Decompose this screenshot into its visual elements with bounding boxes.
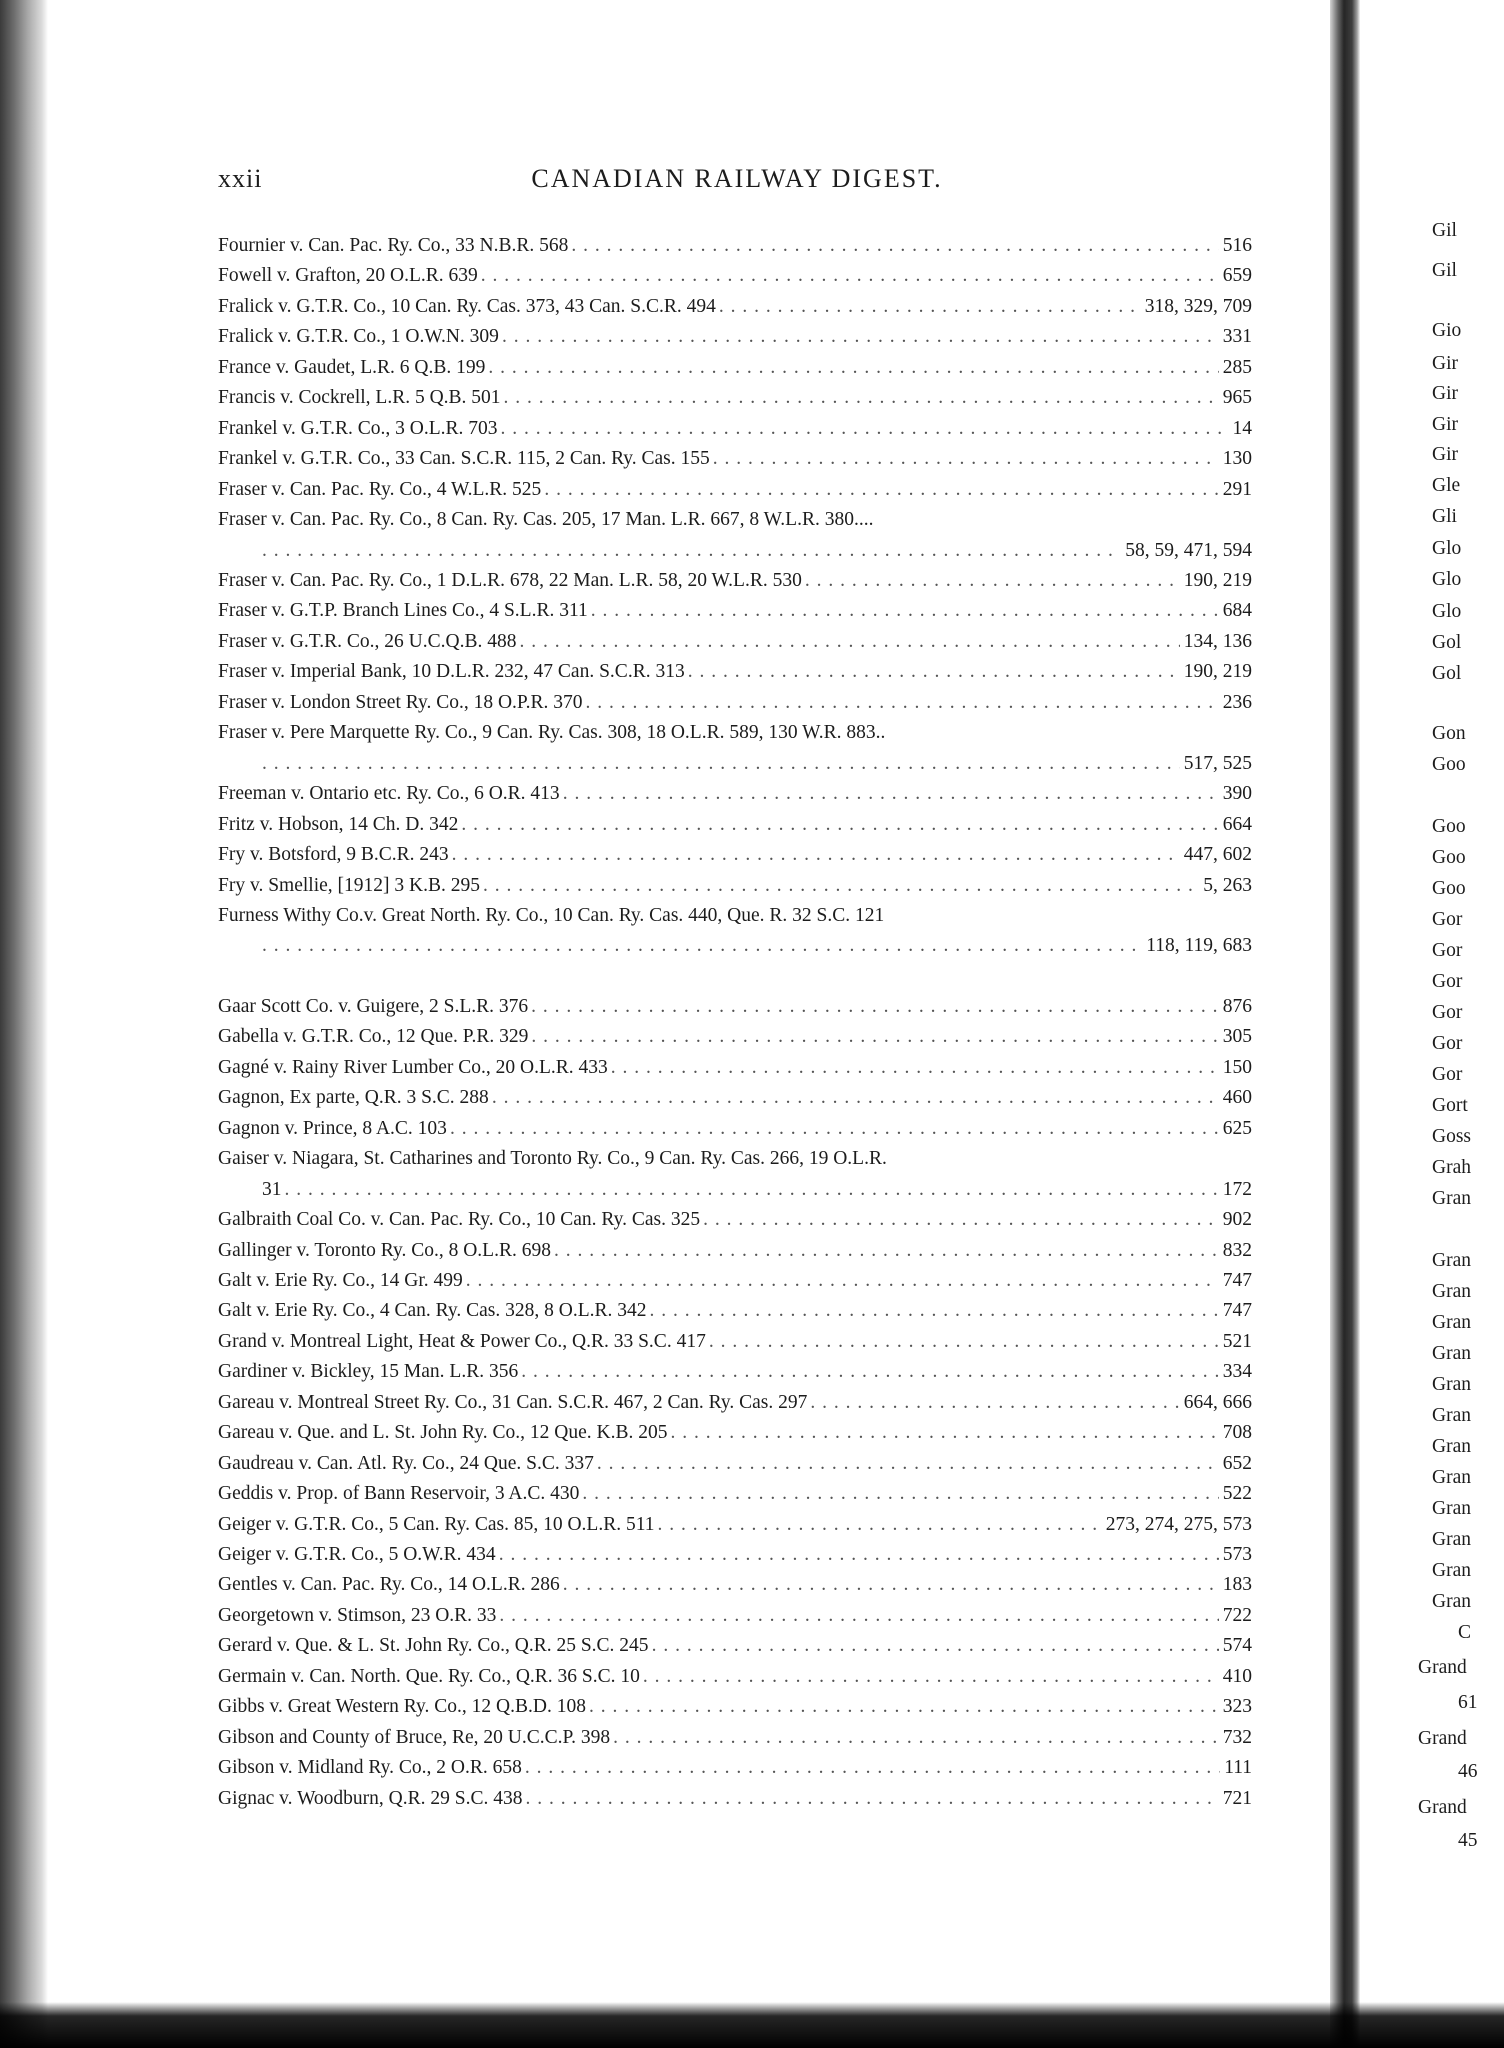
scan-bottom-edge	[0, 2002, 1504, 2048]
facing-page-text: Gir	[1432, 414, 1458, 435]
case-citation: Galt v. Erie Ry. Co., 14 Gr. 499	[218, 1269, 463, 1291]
index-entry	[218, 779, 1252, 809]
dot-leader	[502, 322, 1219, 352]
citation-continuation: 31	[262, 1178, 282, 1200]
facing-page-text: Grand	[1418, 1657, 1467, 1678]
case-citation: Gaiser v. Niagara, St. Catharines and Toronto Ry. Co., 9 Can. Ry. Cas. 266, 19 O.L.R.	[218, 1148, 887, 1170]
facing-page-text: Gran	[1432, 1374, 1471, 1395]
running-title: CANADIAN RAILWAY DIGEST.	[531, 164, 943, 193]
case-citation: Gagné v. Rainy River Lumber Co., 20 O.L.R. 433	[218, 1056, 608, 1078]
facing-page-text: Gran	[1432, 1405, 1471, 1426]
dot-leader	[643, 1662, 1219, 1692]
case-citation: Gareau v. Que. and L. St. John Ry. Co., 12 Que. K.B. 205	[218, 1422, 668, 1444]
case-citation: Furness Withy Co.v. Great North. Ry. Co., 10 Can. Ry. Cas. 440, Que. R. 32 S.C. 121	[218, 904, 885, 926]
case-citation: Fraser v. Pere Marquette Ry. Co., 9 Can. Ry. Cas. 308, 18 O.L.R. 589, 130 W.R. 883..	[218, 722, 886, 744]
facing-page-text: Goo	[1432, 816, 1466, 837]
page-references: 134, 136	[1183, 630, 1252, 652]
facing-page-text: 45	[1458, 1830, 1478, 1851]
case-index-list	[218, 231, 1252, 1814]
index-entry	[218, 1083, 1252, 1113]
facing-page-text: Gol	[1432, 663, 1462, 684]
index-entry	[218, 1479, 1252, 1509]
book-spine-shadow	[0, 0, 48, 2048]
index-entry	[218, 1753, 1252, 1783]
page-references: 150	[1222, 1056, 1252, 1078]
facing-page-text: 61	[1458, 1692, 1478, 1713]
facing-page-text: Gran	[1432, 1591, 1471, 1612]
facing-page-text: Gran	[1432, 1560, 1471, 1581]
facing-page-text: Gor	[1432, 1033, 1463, 1054]
dot-leader	[563, 1570, 1219, 1600]
index-entry	[218, 414, 1252, 444]
dot-leader	[585, 688, 1218, 718]
facing-page-text: Gli	[1432, 506, 1457, 527]
dot-leader	[285, 1175, 1219, 1205]
case-citation: Gallinger v. Toronto Ry. Co., 8 O.L.R. 698	[218, 1239, 551, 1261]
page-references: 664, 666	[1183, 1391, 1252, 1413]
facing-page-text: Gor	[1432, 971, 1463, 992]
index-entry	[218, 688, 1252, 718]
facing-page-text: Glo	[1432, 569, 1462, 590]
index-entry	[218, 1723, 1252, 1753]
case-citation: Fournier v. Can. Pac. Ry. Co., 33 N.B.R. 568	[218, 235, 569, 256]
case-citation: Gibson and County of Bruce, Re, 20 U.C.C.P. 398	[218, 1726, 611, 1748]
case-citation: Fralick v. G.T.R. Co., 1 O.W.N. 309	[218, 326, 499, 348]
index-entry	[218, 1449, 1252, 1479]
facing-page-text: Goo	[1432, 878, 1466, 899]
index-entry	[218, 475, 1252, 505]
page-references: 516	[1222, 235, 1252, 256]
case-citation: Fry v. Botsford, 9 B.C.R. 243	[218, 844, 449, 866]
facing-page-text: Glo	[1432, 601, 1462, 622]
facing-page-text: Gran	[1432, 1250, 1471, 1271]
index-entry	[218, 383, 1252, 413]
facing-page-text: Gran	[1432, 1529, 1471, 1550]
facing-page-text: Gor	[1432, 1002, 1463, 1023]
facing-page-text: Grah	[1432, 1157, 1471, 1178]
case-citation: Fraser v. London Street Ry. Co., 18 O.P.R. 370	[218, 691, 583, 713]
page-references: 708	[1222, 1422, 1252, 1444]
dot-leader	[531, 1022, 1218, 1052]
facing-page-text: Gir	[1432, 444, 1458, 465]
dot-leader	[531, 992, 1219, 1022]
page-references: 111	[1224, 1757, 1252, 1779]
facing-page-text: Gran	[1432, 1343, 1471, 1364]
page-references: 447, 602	[1183, 844, 1252, 866]
dot-leader	[805, 566, 1180, 596]
case-citation: Gignac v. Woodburn, Q.R. 29 S.C. 438	[218, 1787, 523, 1809]
page-references: 390	[1222, 783, 1252, 805]
case-citation: Grand v. Montreal Light, Heat & Power Co., Q.R. 33 S.C. 417	[218, 1330, 706, 1352]
facing-page-text: Gon	[1432, 723, 1466, 744]
case-citation: Gagnon, Ex parte, Q.R. 3 S.C. 288	[218, 1087, 489, 1109]
facing-page-text: Gle	[1432, 475, 1461, 496]
page-references: 460	[1222, 1087, 1252, 1109]
index-entry	[218, 1205, 1252, 1235]
dot-leader	[525, 1784, 1218, 1814]
page-references: 652	[1222, 1452, 1252, 1474]
case-citation: Gareau v. Montreal Street Ry. Co., 31 Can. S.C.R. 467, 2 Can. Ry. Cas. 297	[218, 1391, 808, 1413]
dot-leader	[499, 1540, 1219, 1570]
index-entry	[218, 871, 1252, 901]
facing-page-text: Gil	[1432, 260, 1457, 281]
case-citation: Fraser v. G.T.P. Branch Lines Co., 4 S.L.R. 311	[218, 600, 588, 622]
dot-leader	[499, 1601, 1218, 1631]
dot-leader	[262, 536, 1121, 566]
index-entry	[218, 322, 1252, 352]
index-entry	[218, 901, 1252, 962]
index-entry	[218, 1784, 1252, 1814]
dot-leader	[713, 444, 1219, 474]
dot-leader	[658, 1510, 1102, 1540]
dot-leader	[589, 1692, 1219, 1722]
facing-page-text: Gran	[1432, 1312, 1471, 1333]
facing-page-text: Gil	[1432, 220, 1457, 241]
index-entry	[218, 1114, 1252, 1144]
page-references: 58, 59, 471, 594	[1125, 539, 1252, 561]
facing-page-text: Gol	[1432, 632, 1462, 653]
dot-leader	[481, 261, 1219, 291]
case-citation: Galt v. Erie Ry. Co., 4 Can. Ry. Cas. 328, 8 O.L.R. 342	[218, 1300, 647, 1322]
facing-page-text: Gran	[1432, 1467, 1471, 1488]
case-citation: Gardiner v. Bickley, 15 Man. L.R. 356	[218, 1361, 519, 1383]
dot-leader	[521, 1357, 1219, 1387]
index-entry	[218, 1540, 1252, 1570]
dot-leader	[525, 1753, 1220, 1783]
index-entry	[218, 353, 1252, 383]
page-references: 902	[1222, 1209, 1252, 1231]
dot-leader	[466, 1266, 1219, 1296]
page-references: 722	[1222, 1604, 1252, 1626]
page-references: 331	[1222, 326, 1252, 348]
page-references: 721	[1222, 1787, 1252, 1809]
page-references: 747	[1222, 1300, 1252, 1322]
index-entry	[218, 657, 1252, 687]
page-references: 876	[1222, 995, 1252, 1017]
dot-leader	[670, 1418, 1218, 1448]
page-references: 14	[1232, 417, 1252, 439]
facing-page-text: Grand	[1418, 1797, 1467, 1818]
facing-page-text: Grand	[1418, 1728, 1467, 1749]
case-citation: Geiger v. G.T.R. Co., 5 Can. Ry. Cas. 85, 10 O.L.R. 511	[218, 1513, 655, 1535]
page-references: 190, 219	[1183, 569, 1252, 591]
case-citation: Fraser v. Can. Pac. Ry. Co., 4 W.L.R. 525	[218, 478, 542, 500]
case-citation: Fry v. Smellie, [1912] 3 K.B. 295	[218, 874, 480, 896]
index-entry	[218, 992, 1252, 1022]
page-references: 273, 274, 275, 573	[1105, 1513, 1252, 1535]
dot-leader	[703, 1205, 1219, 1235]
dot-leader	[688, 657, 1180, 687]
dot-leader	[582, 1479, 1218, 1509]
page-references: 183	[1222, 1574, 1252, 1596]
case-citation: Gaudreau v. Can. Atl. Ry. Co., 24 Que. S.C. 337	[218, 1452, 594, 1474]
page-references: 684	[1222, 600, 1252, 622]
page-references: 172	[1222, 1178, 1252, 1200]
page-references: 334	[1222, 1361, 1252, 1383]
facing-page-text: Gio	[1432, 320, 1462, 341]
dot-leader	[483, 871, 1199, 901]
case-citation: Gentles v. Can. Pac. Ry. Co., 14 O.L.R. 286	[218, 1574, 560, 1596]
facing-page-text: Gir	[1432, 383, 1458, 404]
case-citation: Georgetown v. Stimson, 23 O.R. 33	[218, 1604, 497, 1626]
index-entry	[218, 1418, 1252, 1448]
case-citation: Fraser v. G.T.R. Co., 26 U.C.Q.B. 488	[218, 630, 517, 652]
index-entry	[218, 1022, 1252, 1052]
index-entry	[218, 1510, 1252, 1540]
dot-leader	[500, 414, 1228, 444]
facing-page-text: Goo	[1432, 754, 1466, 775]
case-citation: Geiger v. G.T.R. Co., 5 O.W.R. 434	[218, 1544, 496, 1566]
index-entry	[218, 444, 1252, 474]
dot-leader	[504, 383, 1219, 413]
case-citation: Gagnon v. Prince, 8 A.C. 103	[218, 1117, 447, 1139]
page-references: 410	[1222, 1665, 1252, 1687]
dot-leader	[563, 779, 1219, 809]
case-citation: Geddis v. Prop. of Bann Reservoir, 3 A.C. 430	[218, 1483, 580, 1505]
dot-leader	[262, 931, 1142, 961]
index-entry	[218, 261, 1252, 291]
index-entry	[218, 1601, 1252, 1631]
facing-page-text: Gran	[1432, 1436, 1471, 1457]
page-references: 832	[1222, 1239, 1252, 1261]
index-entry	[218, 1570, 1252, 1600]
case-citation: Francis v. Cockrell, L.R. 5 Q.B. 501	[218, 387, 501, 409]
dot-leader	[554, 1236, 1219, 1266]
index-entry	[218, 231, 1252, 261]
index-entry	[218, 1144, 1252, 1205]
index-entry	[218, 566, 1252, 596]
page-references: 5, 263	[1203, 874, 1252, 896]
case-citation: Gabella v. G.T.R. Co., 12 Que. P.R. 329	[218, 1026, 529, 1048]
dot-leader	[544, 475, 1218, 505]
page-references: 965	[1222, 387, 1252, 409]
dot-leader	[719, 292, 1141, 322]
facing-page-text: 46	[1458, 1761, 1478, 1782]
page-header	[218, 164, 1256, 204]
case-citation: Fritz v. Hobson, 14 Ch. D. 342	[218, 813, 459, 835]
facing-page-text: Gran	[1432, 1281, 1471, 1302]
facing-page-text: Goss	[1432, 1126, 1472, 1147]
page-references: 625	[1222, 1117, 1252, 1139]
facing-page-text: Gor	[1432, 909, 1463, 930]
page-references: 305	[1222, 1026, 1252, 1048]
index-entry	[218, 718, 1252, 779]
case-citation: Fowell v. Grafton, 20 O.L.R. 639	[218, 265, 478, 287]
facing-page-text: Gir	[1432, 353, 1458, 374]
dot-leader	[597, 1449, 1219, 1479]
page-references: 522	[1222, 1483, 1252, 1505]
index-entry	[218, 505, 1252, 566]
case-citation: Frankel v. G.T.R. Co., 3 O.L.R. 703	[218, 417, 498, 439]
facing-page-text: C	[1458, 1622, 1472, 1643]
facing-page-text: Gran	[1432, 1188, 1471, 1209]
index-entry	[218, 1327, 1252, 1357]
dot-leader	[492, 1083, 1219, 1113]
dot-leader	[611, 1053, 1219, 1083]
page-references: 659	[1222, 265, 1252, 287]
facing-page-text: Gran	[1432, 1498, 1471, 1519]
index-entry	[218, 1296, 1252, 1326]
facing-page-text: Gor	[1432, 940, 1463, 961]
page-gutter	[1330, 0, 1360, 2048]
page-references: 573	[1222, 1544, 1252, 1566]
index-entry	[218, 1266, 1252, 1296]
dot-leader	[652, 1631, 1219, 1661]
index-entry	[218, 596, 1252, 626]
index-entry	[218, 292, 1252, 322]
index-entry	[218, 1357, 1252, 1387]
case-citation: Galbraith Coal Co. v. Can. Pac. Ry. Co., 10 Can. Ry. Cas. 325	[218, 1209, 701, 1231]
page-references: 118, 119, 683	[1146, 935, 1252, 957]
index-entry	[218, 1631, 1252, 1661]
index-entry	[218, 627, 1252, 657]
index-entry	[218, 1692, 1252, 1722]
page-number: xxii	[218, 164, 263, 193]
dot-leader	[450, 1114, 1219, 1144]
page-references: 664	[1222, 813, 1252, 835]
index-entry	[218, 1662, 1252, 1692]
facing-page-text: Gor	[1432, 1064, 1463, 1085]
case-citation: Freeman v. Ontario etc. Ry. Co., 6 O.R. 413	[218, 783, 560, 805]
page-references: 521	[1222, 1330, 1252, 1352]
page-references: 574	[1222, 1635, 1252, 1657]
case-citation: Gibbs v. Great Western Ry. Co., 12 Q.B.D. 108	[218, 1696, 586, 1718]
page-references: 291	[1222, 478, 1252, 500]
page-references: 285	[1222, 356, 1252, 378]
page-references: 323	[1222, 1696, 1252, 1718]
dot-leader	[613, 1723, 1219, 1753]
index-entry	[218, 840, 1252, 870]
page-references: 517, 525	[1183, 752, 1252, 774]
dot-leader	[262, 749, 1180, 779]
dot-leader	[488, 353, 1218, 383]
facing-page-text: Gort	[1432, 1095, 1468, 1116]
page-references: 747	[1222, 1269, 1252, 1291]
case-citation: Gerard v. Que. & L. St. John Ry. Co., Q.R. 25 S.C. 245	[218, 1635, 649, 1657]
page-references: 732	[1222, 1726, 1252, 1748]
case-citation: Germain v. Can. North. Que. Ry. Co., Q.R. 36 S.C. 10	[218, 1665, 640, 1687]
index-entry	[218, 1053, 1252, 1083]
dot-leader	[519, 627, 1179, 657]
dot-leader	[709, 1327, 1219, 1357]
page-references: 318, 329, 709	[1144, 295, 1252, 317]
case-citation: Gaar Scott Co. v. Guigere, 2 S.L.R. 376	[218, 995, 529, 1017]
case-citation: Fraser v. Imperial Bank, 10 D.L.R. 232, 47 Can. S.C.R. 313	[218, 661, 685, 683]
case-citation: Fraser v. Can. Pac. Ry. Co., 1 D.L.R. 678, 22 Man. L.R. 58, 20 W.L.R. 530	[218, 569, 802, 591]
case-citation: Gibson v. Midland Ry. Co., 2 O.R. 658	[218, 1757, 522, 1779]
case-citation: Fralick v. G.T.R. Co., 10 Can. Ry. Cas. 373, 43 Can. S.C.R. 494	[218, 295, 716, 317]
index-entry	[218, 1236, 1252, 1266]
case-citation: France v. Gaudet, L.R. 6 Q.B. 199	[218, 356, 486, 378]
dot-leader	[461, 810, 1218, 840]
dot-leader	[571, 231, 1218, 261]
index-entry	[218, 1388, 1252, 1418]
page-references: 190, 219	[1183, 661, 1252, 683]
facing-page-text: Glo	[1432, 538, 1462, 559]
facing-page-text: Goo	[1432, 847, 1466, 868]
case-citation: Fraser v. Can. Pac. Ry. Co., 8 Can. Ry. Cas. 205, 17 Man. L.R. 667, 8 W.L.R. 380....	[218, 509, 874, 531]
page-references: 130	[1222, 448, 1252, 470]
page-references: 236	[1222, 691, 1252, 713]
index-entry	[218, 810, 1252, 840]
case-citation: Frankel v. G.T.R. Co., 33 Can. S.C.R. 115, 2 Can. Ry. Cas. 155	[218, 448, 710, 470]
dot-leader	[810, 1388, 1179, 1418]
dot-leader	[650, 1296, 1219, 1326]
dot-leader	[591, 596, 1219, 626]
dot-leader	[452, 840, 1180, 870]
